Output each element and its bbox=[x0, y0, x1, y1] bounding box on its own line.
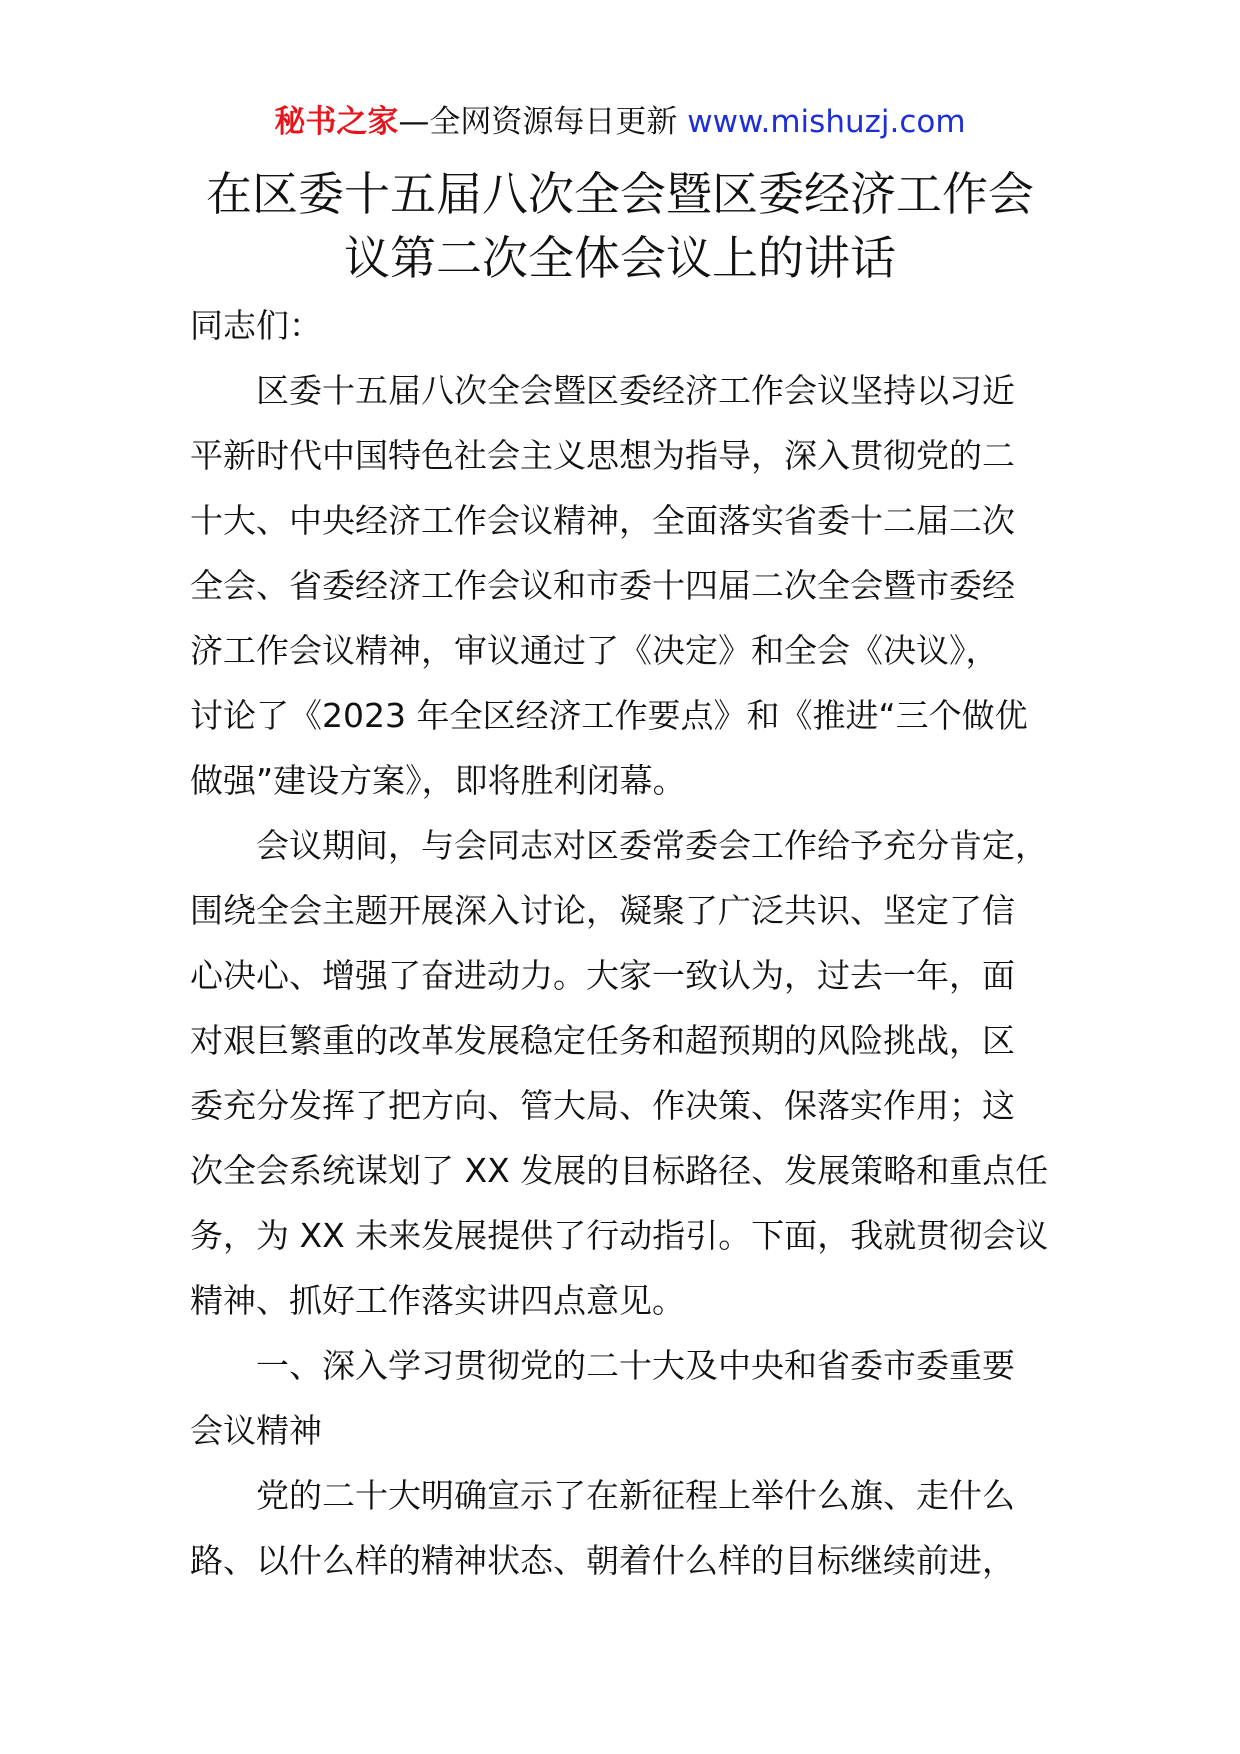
text-line: 心决心、增强了奋进动力。大家一致认为，过去一年，面 bbox=[190, 956, 1015, 995]
brand-name: 秘书之家 bbox=[274, 104, 399, 140]
text-line: 平新时代中国特色社会主义思想为指导，深入贯彻党的二 bbox=[190, 436, 1015, 475]
text-line: 委充分发挥了把方向、管大局、作决策、保落实作用；这 bbox=[190, 1086, 1015, 1125]
text-line: 次全会系统谋划了 XX 发展的目标路径、发展策略和重点任 bbox=[190, 1151, 1049, 1190]
paragraph-1 bbox=[190, 358, 1050, 813]
heading-line: 会议精神 bbox=[190, 1411, 322, 1450]
site-url-link[interactable]: www.mishuzj.com bbox=[687, 104, 966, 140]
title-line: 议第二次全体会议上的讲话 bbox=[344, 231, 896, 285]
text-line: 务，为 XX 未来发展提供了行动指引。下面，我就贯彻会议 bbox=[190, 1216, 1049, 1255]
text-line: 对艰巨繁重的改革发展稳定任务和超预期的风险挑战，区 bbox=[190, 1021, 1015, 1060]
text-line: 党的二十大明确宣示了在新征程上举什么旗、走什么 bbox=[256, 1476, 1015, 1515]
paragraph-3 bbox=[190, 1463, 1050, 1593]
text-line: 全会、省委经济工作会议和市委十四届二次全会暨市委经 bbox=[190, 566, 1015, 605]
text-line: 十大、中央经济工作会议精神，全面落实省委十二届二次 bbox=[190, 501, 1015, 540]
section-heading-1 bbox=[190, 1333, 1050, 1463]
paragraph-2 bbox=[190, 813, 1050, 1333]
text-line: 做强”建设方案》，即将胜利闭幕。 bbox=[190, 761, 686, 800]
text-line: 会议期间，与会同志对区委常委会工作给予充分肯定， bbox=[256, 826, 1048, 865]
document-title bbox=[180, 162, 1060, 290]
text-line: 济工作会议精神，审议通过了《决定》和全会《决议》， bbox=[190, 631, 999, 670]
text-line: 讨论了《2023 年全区经济工作要点》和《推进“三个做优 bbox=[190, 696, 1028, 735]
text-line: 围绕全会主题开展深入讨论，凝聚了广泛共识、坚定了信 bbox=[190, 891, 1015, 930]
title-line: 在区委十五届八次全会暨区委经济工作会 bbox=[206, 167, 1034, 221]
header-slogan: —全网资源每日更新 bbox=[398, 104, 678, 140]
salutation: 同志们： bbox=[190, 306, 322, 345]
document-body bbox=[190, 293, 1050, 1593]
text-line: 区委十五届八次全会暨区委经济工作会议坚持以习近 bbox=[256, 371, 1015, 410]
site-header bbox=[0, 100, 1240, 144]
heading-line: 一、深入学习贯彻党的二十大及中央和省委市委重要 bbox=[256, 1346, 1015, 1385]
text-line: 路、以什么样的精神状态、朝着什么样的目标继续前进， bbox=[190, 1541, 1015, 1580]
text-line: 精神、抓好工作落实讲四点意见。 bbox=[190, 1281, 685, 1320]
